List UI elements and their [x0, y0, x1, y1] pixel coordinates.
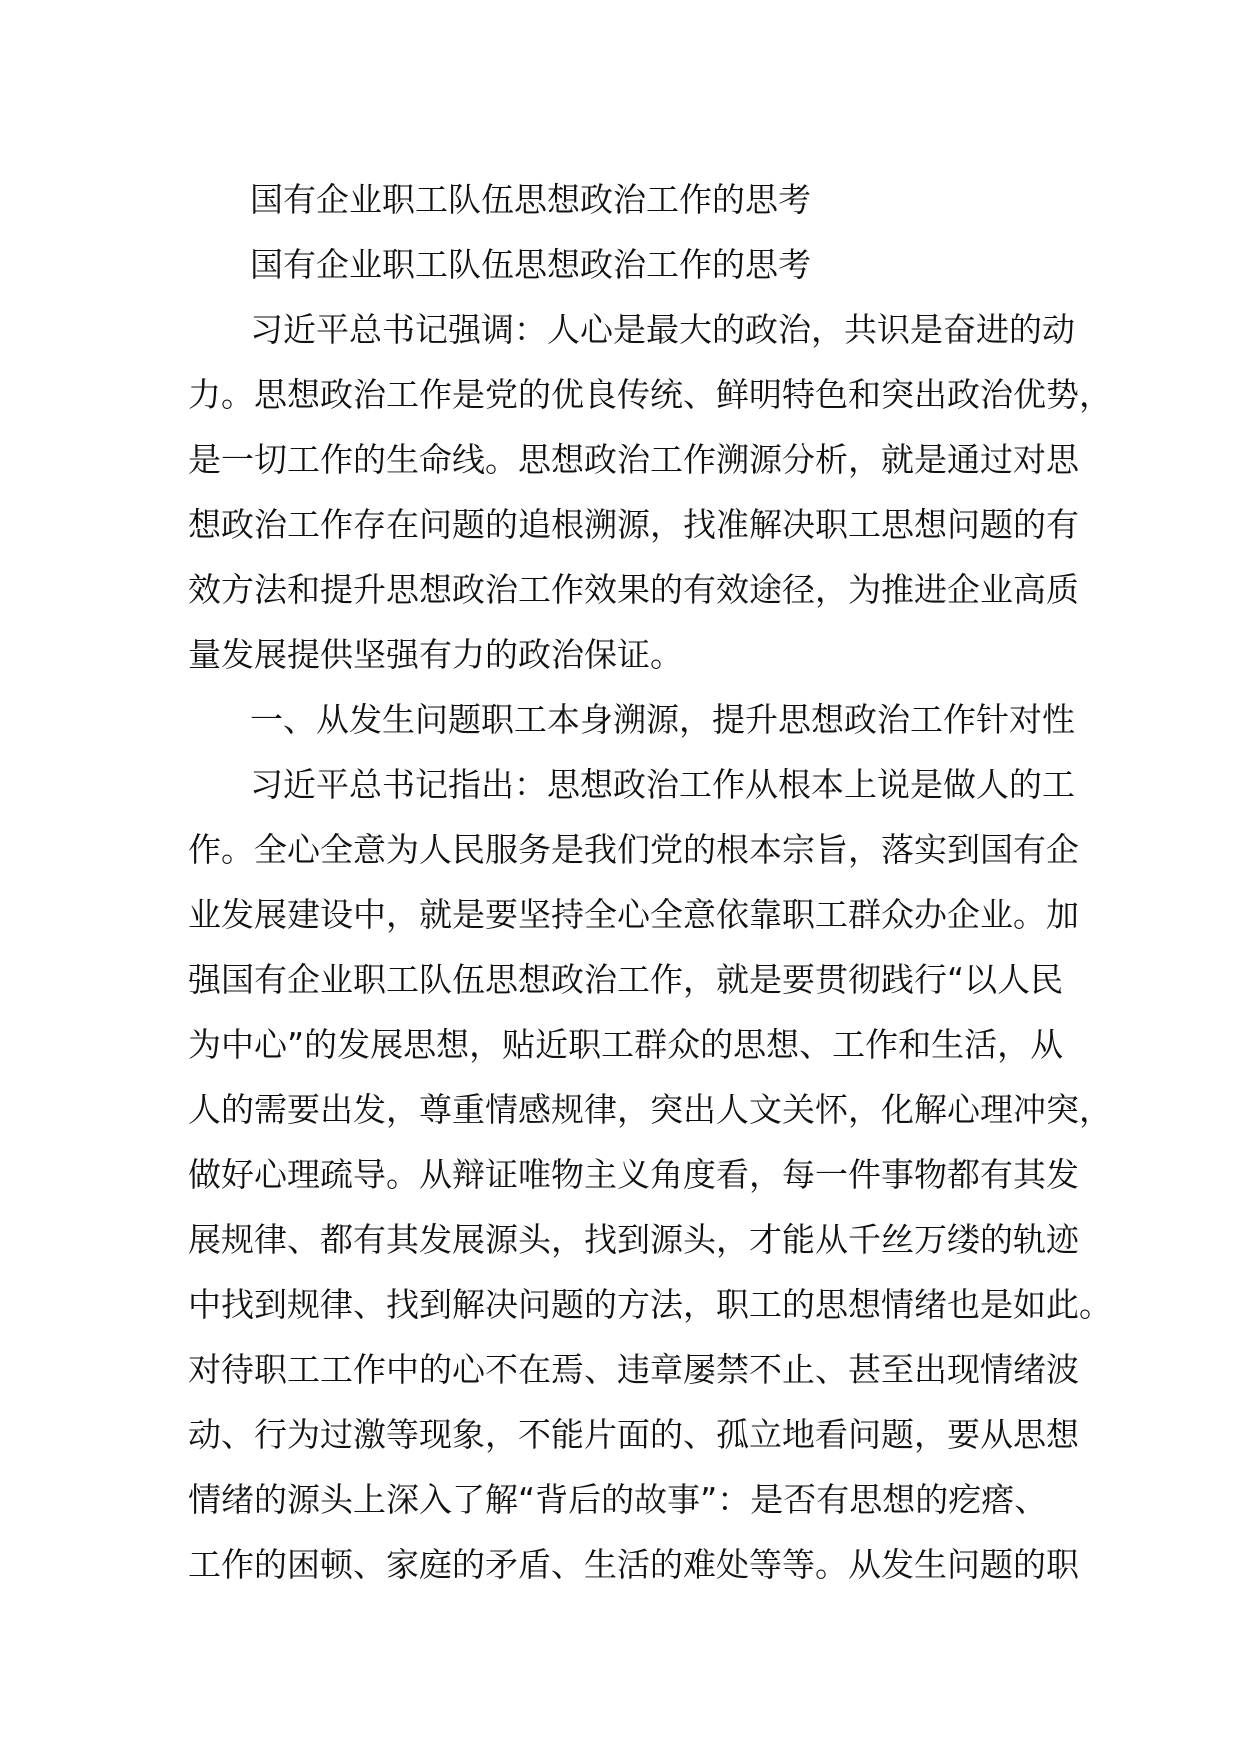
paragraph-2-line: 展规律、都有其发展源头，找到源头，才能从千丝万缕的轨迹 [188, 1220, 1079, 1259]
paragraph-2-line: 中找到规律、找到解决问题的方法，职工的思想情绪也是如此。 [188, 1285, 1112, 1324]
paragraph-2-line: 作。全心全意为人民服务是我们党的根本宗旨，落实到国有企 [188, 830, 1079, 869]
document-body [188, 167, 1112, 1597]
paragraph-1-line: 习近平总书记强调：人心是最大的政治，共识是奋进的动 [250, 310, 1075, 349]
paragraph-2-line: 习近平总书记指出：思想政治工作从根本上说是做人的工 [250, 765, 1075, 804]
paragraph-1-line: 力。思想政治工作是党的优良传统、鲜明特色和突出政治优势， [188, 375, 1112, 414]
paragraph-2-line: 强国有企业职工队伍思想政治工作，就是要贯彻践行“以人民 [188, 960, 1064, 999]
paragraph-2-line: 情绪的源头上深入了解“背后的故事”：是否有思想的疙瘩、 [188, 1480, 1048, 1519]
document-title: 国有企业职工队伍思想政治工作的思考 [250, 180, 811, 219]
paragraph-2-line: 人的需要出发，尊重情感规律，突出人文关怀，化解心理冲突， [188, 1090, 1112, 1129]
paragraph-1-line: 是一切工作的生命线。思想政治工作溯源分析，就是通过对思 [188, 440, 1079, 479]
paragraph-1-line: 量发展提供坚强有力的政治保证。 [188, 635, 683, 674]
paragraph-2-line: 业发展建设中，就是要坚持全心全意依靠职工群众办企业。加 [188, 895, 1079, 934]
paragraph-2-line: 动、行为过激等现象，不能片面的、孤立地看问题，要从思想 [188, 1415, 1079, 1454]
paragraph-2-line: 做好心理疏导。从辩证唯物主义角度看，每一件事物都有其发 [188, 1155, 1079, 1194]
paragraph-2-line: 工作的困顿、家庭的矛盾、生活的难处等等。从发生问题的职 [188, 1545, 1079, 1584]
section-heading-1: 一、从发生问题职工本身溯源，提升思想政治工作针对性 [250, 700, 1075, 739]
paragraph-1-line: 效方法和提升思想政治工作效果的有效途径，为推进企业高质 [188, 570, 1079, 609]
paragraph-2-line: 对待职工工作中的心不在焉、违章屡禁不止、甚至出现情绪波 [188, 1350, 1079, 1389]
document-title-repeat: 国有企业职工队伍思想政治工作的思考 [250, 245, 811, 284]
paragraph-1-line: 想政治工作存在问题的追根溯源，找准解决职工思想问题的有 [188, 505, 1079, 544]
paragraph-2-line: 为中心”的发展思想，贴近职工群众的思想、工作和生活，从 [188, 1025, 1064, 1064]
